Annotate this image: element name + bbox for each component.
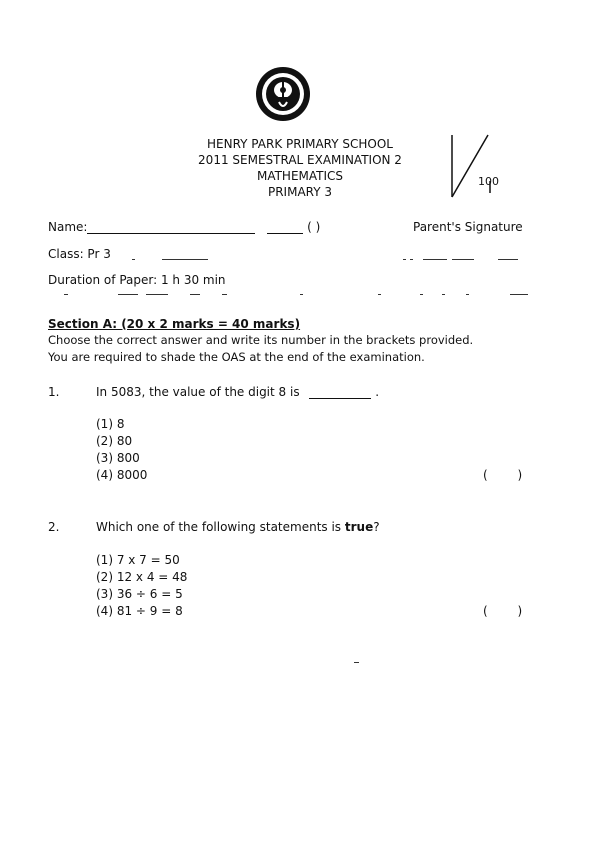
scan-mark bbox=[378, 294, 381, 295]
option-2: (2) 12 x 4 = 48 bbox=[96, 570, 188, 584]
answer-blank bbox=[309, 398, 371, 399]
question-number: 1. bbox=[48, 385, 60, 399]
question-2-options bbox=[96, 552, 187, 620]
option-1: (1) 7 x 7 = 50 bbox=[96, 553, 180, 567]
school-crest-logo bbox=[255, 66, 311, 122]
answer-blank-end: . bbox=[371, 385, 380, 399]
scan-mark bbox=[300, 294, 303, 295]
mark bbox=[403, 259, 406, 260]
option-4: (4) 8000 bbox=[96, 468, 148, 482]
scan-mark bbox=[420, 294, 423, 295]
scan-mark bbox=[190, 294, 200, 295]
question-1-options bbox=[96, 416, 147, 484]
option-3: (3) 800 bbox=[96, 451, 140, 465]
score-box bbox=[446, 133, 492, 201]
level-title: PRIMARY 3 bbox=[267, 185, 333, 199]
parent-signature-label: Parent's Signature bbox=[413, 220, 523, 234]
instruction-line-2: You are required to shade the OAS at the end of the examination. bbox=[48, 350, 425, 364]
scan-mark bbox=[466, 294, 469, 295]
question-2-keyword: true bbox=[344, 520, 374, 534]
register-bracket: ( ) bbox=[307, 220, 321, 234]
question-number: 2. bbox=[48, 520, 60, 534]
scan-mark bbox=[222, 294, 227, 295]
name-underline[interactable] bbox=[87, 233, 255, 234]
question-2-text-start: Which one of the following statements is bbox=[96, 520, 345, 534]
section-title: Section A: (20 x 2 marks = 40 marks) bbox=[48, 317, 301, 331]
scan-mark bbox=[510, 294, 528, 295]
signature-underline bbox=[452, 259, 474, 260]
question-2-text-end: ? bbox=[373, 520, 380, 534]
scan-mark bbox=[64, 294, 68, 295]
scan-mark bbox=[354, 662, 359, 663]
name-field bbox=[48, 220, 320, 234]
name-label: Name: bbox=[48, 220, 88, 234]
question-1-text: In 5083, the value of the digit 8 is bbox=[96, 385, 300, 399]
option-1: (1) 8 bbox=[96, 417, 125, 431]
scan-mark bbox=[442, 294, 445, 295]
signature-underline bbox=[498, 259, 518, 260]
question-text bbox=[96, 520, 380, 534]
mark bbox=[410, 259, 413, 260]
option-2: (2) 80 bbox=[96, 434, 133, 448]
instruction-line-1: Choose the correct answer and write its number in the brackets provided. bbox=[48, 333, 474, 347]
exam-header bbox=[0, 136, 600, 200]
subject-title: MATHEMATICS bbox=[256, 169, 344, 183]
option-4: (4) 81 ÷ 9 = 8 bbox=[96, 604, 183, 618]
signature-underline bbox=[423, 259, 447, 260]
mark bbox=[132, 259, 135, 260]
class-underline bbox=[162, 259, 208, 260]
score-total: 100 bbox=[478, 175, 499, 188]
scan-mark bbox=[146, 294, 168, 295]
duration-label: Duration of Paper: 1 h 30 min bbox=[48, 273, 226, 287]
scan-mark bbox=[118, 294, 138, 295]
answer-bracket[interactable]: ( ) bbox=[483, 604, 523, 618]
register-number-underline[interactable] bbox=[267, 233, 303, 234]
answer-bracket[interactable]: ( ) bbox=[483, 468, 523, 482]
option-3: (3) 36 ÷ 6 = 5 bbox=[96, 587, 183, 601]
class-label: Class: Pr 3 bbox=[48, 247, 111, 261]
exam-title: 2011 SEMESTRAL EXAMINATION 2 bbox=[198, 153, 402, 167]
question-text bbox=[96, 385, 379, 399]
school-name: HENRY PARK PRIMARY SCHOOL bbox=[207, 137, 393, 151]
